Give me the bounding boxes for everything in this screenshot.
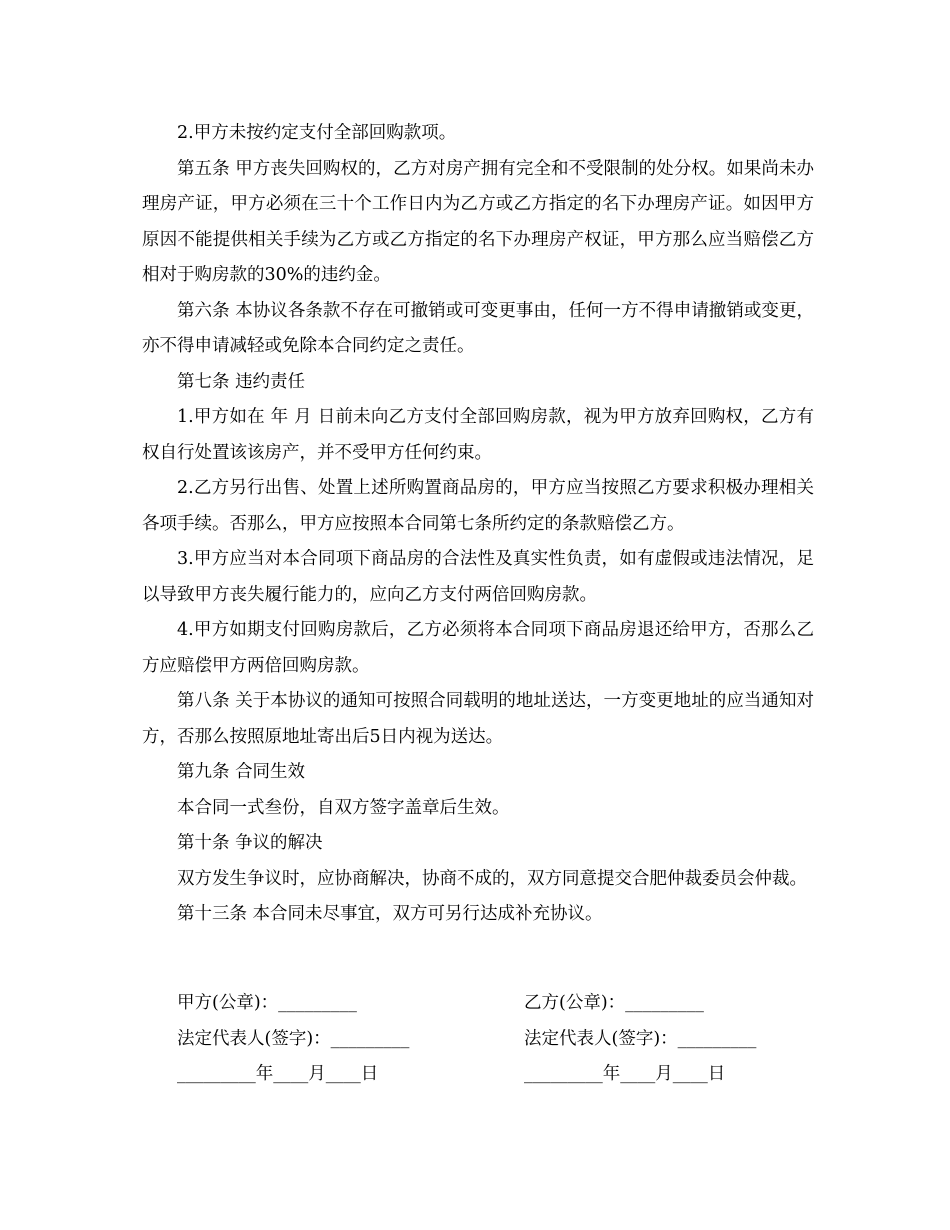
party-b-date-line: _________年____月____日 <box>524 1064 726 1084</box>
clause-paragraph: 本合同一式叁份，自双方签字盖章后生效。 <box>177 797 510 818</box>
clause-heading: 第七条 违约责任 <box>177 371 306 392</box>
party-a-seal-line: 甲方(公章)：_________ <box>177 993 357 1013</box>
clause-paragraph: 2.乙方另行出售、处置上述所购置商品房的，甲方应当按照乙方要求积极办理相关各项手续。否那么，甲方应按照本合同第七条所约定的条款赔偿乙方。 <box>142 478 814 534</box>
clause-paragraph: 第六条 本协议各条款不存在可撤销或可变更事由，任何一方不得申请撤销或变更，亦不得申请减轻或免除本合同约定之责任。 <box>142 300 814 356</box>
clause-paragraph: 第十三条 本合同未尽事宜，双方可另行达成补充协议。 <box>177 904 603 924</box>
party-a-representative-line: 法定代表人(签字)：_________ <box>177 1028 410 1049</box>
clause-paragraph: 1.甲方如在 年 月 日前未向乙方支付全部回购房款，视为甲方放弃回购权，乙方有权自行处置该该房产，并不受甲方任何约束。 <box>142 407 814 463</box>
clause-heading: 第九条 合同生效 <box>177 762 306 782</box>
signature-row-representative <box>177 1022 797 1058</box>
party-a-date-line: _________年____月____日 <box>177 1064 379 1084</box>
clause-paragraph: 4.甲方如期支付回购房款后，乙方必须将本合同项下商品房退还给甲方，否那么乙方应赔偿甲方两倍回购房款。 <box>142 620 814 676</box>
clause-paragraph: 双方发生争议时，应协商解决，协商不成的，双方同意提交合肥仲裁委员会仲裁。 <box>177 868 807 889</box>
clause-paragraph: 2.甲方未按约定支付全部回购款项。 <box>177 123 457 143</box>
signature-row-seal <box>177 986 797 1022</box>
clause-paragraph: 第五条 甲方丧失回购权的，乙方对房产拥有完全和不受限制的处分权。如果尚未办理房产证，甲方必须在三十个工作日内为乙方或乙方指定的名下办理房产证。如因甲方原因不能提供相关手续为乙方或乙方指定的名下办理房产权证，甲方那么应当赔偿乙方相对于购房款的30%的违约金。 <box>142 158 814 285</box>
party-b-seal-line: 乙方(公章)：_________ <box>524 993 704 1013</box>
party-b-representative-line: 法定代表人(签字)：_________ <box>524 1028 757 1049</box>
contract-body <box>142 116 814 933</box>
clause-paragraph: 第八条 关于本协议的通知可按照合同载明的地址送达，一方变更地址的应当通知对方，否那么按照原地址寄出后5日内视为送达。 <box>142 691 814 747</box>
clause-paragraph: 3.甲方应当对本合同项下商品房的合法性及真实性负责，如有虚假或违法情况，足以导致甲方丧失履行能力的，应向乙方支付两倍回购房款。 <box>142 549 814 605</box>
signature-row-date <box>177 1057 797 1093</box>
clause-heading: 第十条 争议的解决 <box>177 833 323 853</box>
signature-block <box>177 986 797 1093</box>
